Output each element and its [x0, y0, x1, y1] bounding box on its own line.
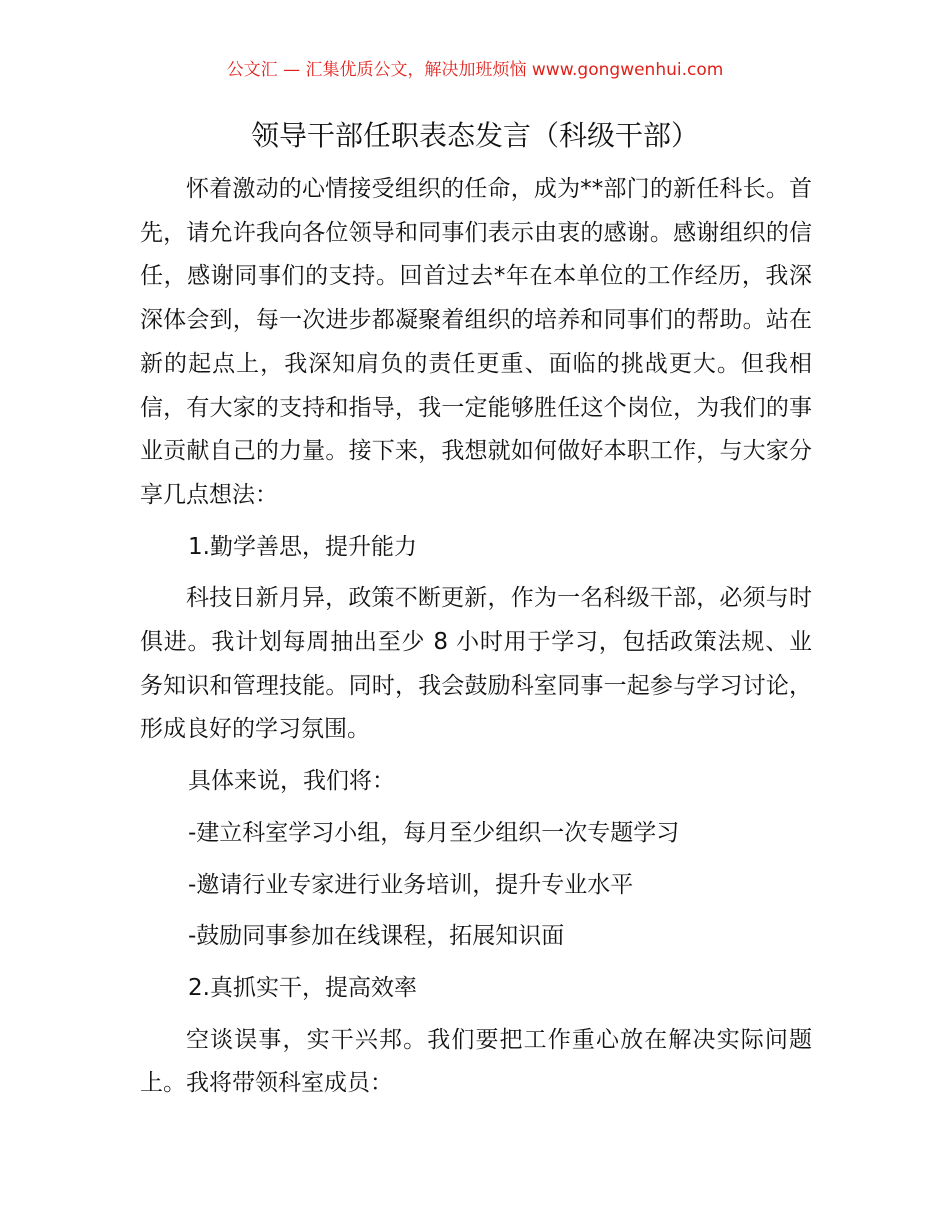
- site-header-banner: 公文汇 — 汇集优质公文，解决加班烦恼 www.gongwenhui.com: [226, 60, 724, 80]
- bullet-item: -鼓励同事参加在线课程，拓展知识面: [188, 923, 565, 950]
- bullet-item: -建立科室学习小组，每月至少组织一次专题学习: [188, 819, 680, 846]
- section-1-paragraph: 科技日新月异，政策不断更新，作为一名科级干部，必须与时俱进。我计划每周抽出至少 8 小时用于学习，包括政策法规、业务知识和管理技能。同时，我会鼓励科室同事一起参与学习讨论，形成良好的学习氛围。: [140, 585, 812, 743]
- section-heading-1: 1.勤学善思，提升能力: [188, 533, 417, 560]
- section-2-paragraph: 空谈误事，实干兴邦。我们要把工作重心放在解决实际问题上。我将带领科室成员：: [140, 1026, 812, 1097]
- bullet-item: -邀请行业专家进行业务培训，提升专业水平: [188, 871, 634, 898]
- document-title: 领导干部任职表态发言（科级干部）: [250, 119, 699, 152]
- document-body: [140, 168, 812, 1106]
- section-1-lead: 具体来说，我们将：: [188, 768, 395, 795]
- intro-paragraph: 怀着激动的心情接受组织的任命，成为**部门的新任科长。首先，请允许我向各位领导和同事们表示由衷的感谢。感谢组织的信任，感谢同事们的支持。回首过去*年在本单位的工作经历，我深深体会到，每一次进步都凝聚着组织的培养和同事们的帮助。站在新的起点上，我深知肩负的责任更重、面临的挑战更大。但我相信，有大家的支持和指导，我一定能够胜任这个岗位，为我们的事业贡献自己的力量。接下来，我想就如何做好本职工作，与大家分享几点想法：: [140, 176, 812, 508]
- section-heading-2: 2.真抓实干，提高效率: [188, 974, 417, 1001]
